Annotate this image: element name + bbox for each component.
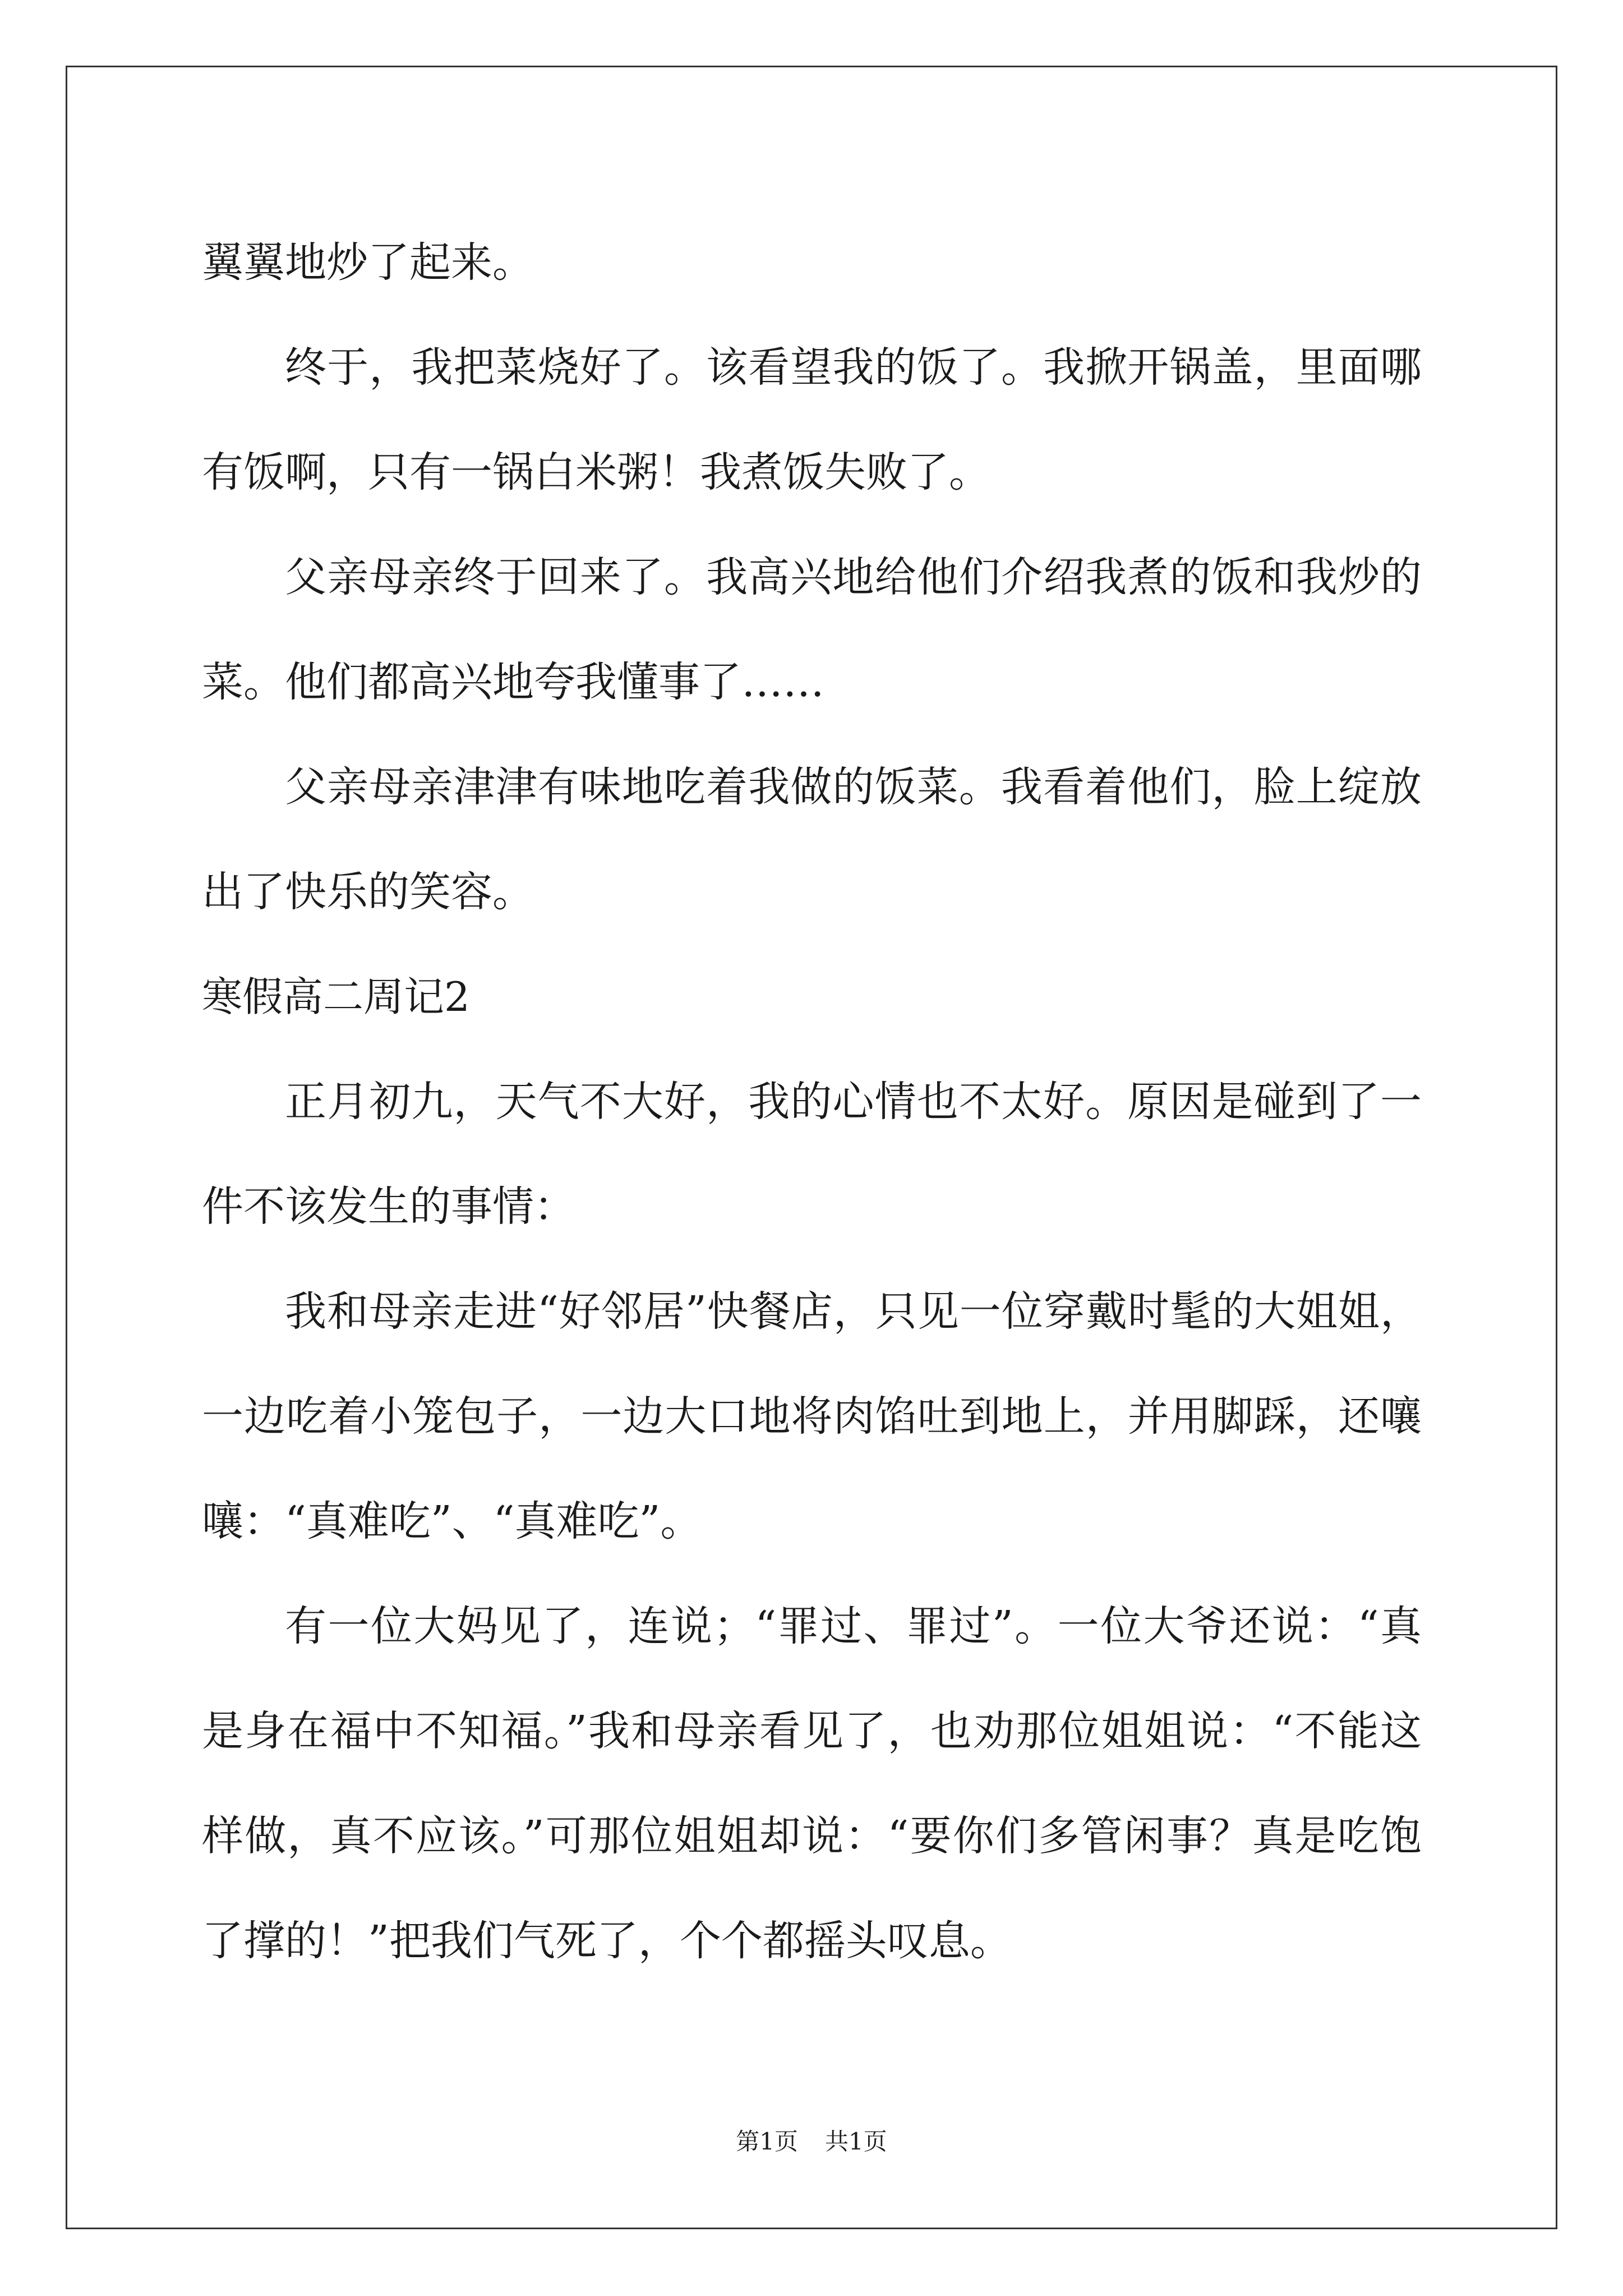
document-body <box>202 210 1422 1994</box>
paragraph-3: 父亲母亲终于回来了。我高兴地给他们介绍我煮的饭和我炒的菜。他们都高兴地夸我懂事了…… <box>202 553 1422 706</box>
page-footer <box>0 2125 1623 2159</box>
paragraph-2: 终于，我把菜烧好了。该看望我的饭了。我掀开锅盖，里面哪有饭啊，只有一锅白米粥！我煮饭失败了。 <box>202 343 1422 496</box>
section-paragraph-1: 正月初九，天气不大好，我的心情也不太好。原因是碰到了一件不该发生的事情： <box>202 1078 1422 1231</box>
section-paragraph-3: 有一位大妈见了，连说；“罪过、罪过”。一位大爷还说：“真是身在福中不知福。”我和母亲看见了，也劝那位姐姐说：“不能这样做，真不应该。”可那位姐姐却说：“要你们多管闲事？真是吃饱了撑的！”把我们气死了，个个都摇头叹息。 <box>202 1602 1422 1965</box>
page-total: 共1页 <box>825 2128 887 2155</box>
page-number: 第1页 <box>736 2128 798 2155</box>
paragraph-1: 翼翼地炒了起来。 <box>202 238 534 287</box>
section-paragraph-2: 我和母亲走进“好邻居”快餐店，只见一位穿戴时髦的大姐姐，一边吃着小笼包子，一边大口地将肉馅吐到地上，并用脚踩，还嚷嚷：“真难吃”、“真难吃”。 <box>202 1287 1422 1545</box>
section-title: 寒假高二周记2 <box>202 973 470 1020</box>
paragraph-4: 父亲母亲津津有味地吃着我做的饭菜。我看着他们，脸上绽放出了快乐的笑容。 <box>202 763 1422 916</box>
